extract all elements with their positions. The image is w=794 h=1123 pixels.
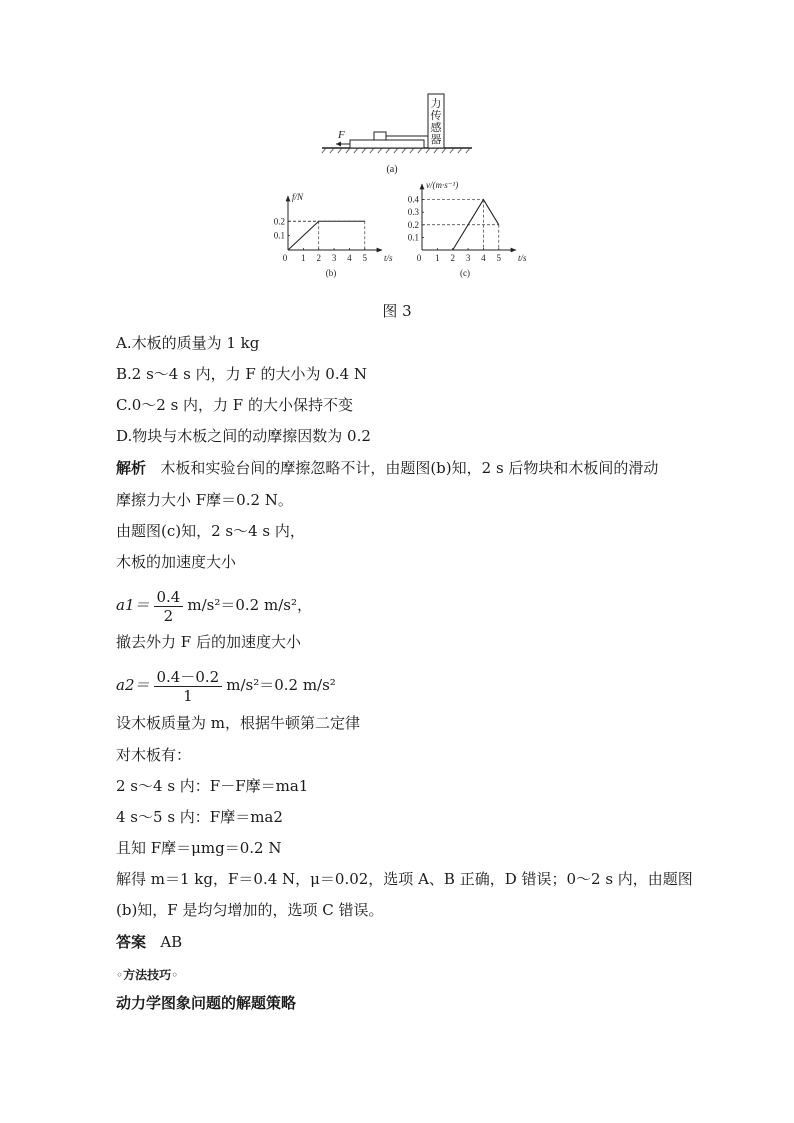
answer-label: 答案	[116, 933, 147, 951]
solution-label: 解析	[116, 459, 147, 477]
x-axis-label: t/s	[518, 253, 527, 263]
solution-line-2: 摩擦力大小 F摩＝0.2 N。	[116, 491, 293, 509]
force-arrow-head	[336, 142, 341, 147]
figure-a	[318, 92, 478, 178]
x-tick-label: 1	[301, 253, 306, 263]
solution-line-13: 解得 m＝1 kg，F＝0.4 N，μ＝0.02，选项 A、B 正确，D 错误；0～2 s 内，由题图	[116, 870, 693, 888]
solution-line-6: 撤去外力 F 后的加速度大小	[116, 633, 301, 651]
solution-line-11: 4 s～5 s 内：F摩＝ma2	[116, 808, 283, 826]
x-tick-label: 2	[316, 253, 321, 263]
answer-line	[116, 932, 182, 952]
equation-a1	[116, 580, 312, 630]
force-label: F	[338, 129, 345, 141]
answer-value: AB	[160, 933, 183, 951]
sensor-char-2: 传	[430, 110, 442, 122]
a1-numerator: 0.4	[154, 588, 184, 607]
chart-caption: (b)	[325, 268, 337, 278]
x-tick-label: 5	[496, 253, 502, 263]
solution-line-1	[116, 458, 658, 478]
x-tick-label: 4	[481, 253, 486, 263]
y-tick-label: 0.2	[273, 216, 285, 227]
y-tick-label: 0.4	[407, 194, 419, 205]
x-tick-label: 4	[347, 253, 352, 263]
a1-lhs: a1＝	[116, 596, 150, 614]
y-axis-label: v/(m·s⁻¹)	[426, 180, 459, 190]
x-tick-label: 0	[282, 253, 288, 263]
option-c: C.0～2 s 内，力 F 的大小保持不变	[116, 396, 353, 414]
x-tick-label: 1	[435, 253, 440, 263]
option-b: B.2 s～4 s 内，力 F 的大小为 0.4 N	[116, 365, 368, 383]
solution-line-9: 对木板有：	[116, 746, 192, 764]
solution-text-1: 木板和实验台间的摩擦忽略不计，由题图(b)知，2 s 后物块和木板间的滑动	[160, 459, 659, 477]
y-tick-label: 0.2	[407, 219, 419, 230]
a2-numerator: 0.4－0.2	[154, 668, 223, 687]
a2-rhs: m/s²＝0.2 m/s²	[226, 676, 336, 694]
equation-a2	[116, 660, 336, 710]
method-tip-badge: ◦方法技巧◦	[116, 968, 179, 982]
caption-a: (a)	[386, 164, 398, 175]
solution-line-10: 2 s～4 s 内：F－F摩＝ma1	[116, 777, 309, 795]
chart-caption: (c)	[460, 268, 470, 278]
y-tick-label: 0.3	[407, 207, 419, 218]
x-tick-label: 2	[450, 253, 455, 263]
option-d: D.物块与木板之间的动摩擦因数为 0.2	[116, 427, 371, 445]
y-tick-label: 0.1	[407, 232, 419, 243]
y-tick-label: 0.1	[273, 230, 285, 241]
a2-denominator: 1	[183, 686, 193, 705]
block	[374, 132, 386, 140]
x-tick-label: 0	[416, 253, 422, 263]
a2-fraction	[154, 668, 223, 705]
chart-b	[266, 188, 396, 288]
a1-denominator: 2	[163, 606, 174, 625]
series-line	[288, 221, 365, 250]
wooden-board	[350, 140, 424, 148]
a1-rhs: m/s²＝0.2 m/s²，	[187, 596, 312, 614]
figure-title: 图 3	[382, 302, 412, 320]
strategy-title: 动力学图象问题的解题策略	[116, 994, 297, 1012]
chart-c	[400, 176, 530, 288]
a1-fraction	[154, 588, 184, 625]
x-tick-label: 3	[331, 253, 337, 263]
sensor-char-1: 力	[430, 98, 442, 110]
option-a: A.木板的质量为 1 kg	[116, 334, 260, 352]
solution-line-3: 由题图(c)知，2 s～4 s 内，	[116, 522, 305, 540]
solution-line-4: 木板的加速度大小	[116, 553, 237, 571]
a2-lhs: a2＝	[116, 676, 150, 694]
x-tick-label: 5	[362, 253, 368, 263]
solution-line-14: (b)知，F 是均匀增加的，选项 C 错误。	[116, 901, 384, 919]
x-axis-label: t/s	[384, 253, 393, 263]
solution-line-12: 且知 F摩＝μmg＝0.2 N	[116, 839, 282, 857]
y-axis-label: f/N	[292, 192, 304, 202]
solution-line-8: 设木板质量为 m，根据牛顿第二定律	[116, 714, 360, 732]
x-tick-label: 3	[465, 253, 471, 263]
sensor-char-3: 感	[430, 122, 442, 134]
sensor-char-4: 器	[430, 134, 442, 146]
hatching	[322, 148, 470, 153]
